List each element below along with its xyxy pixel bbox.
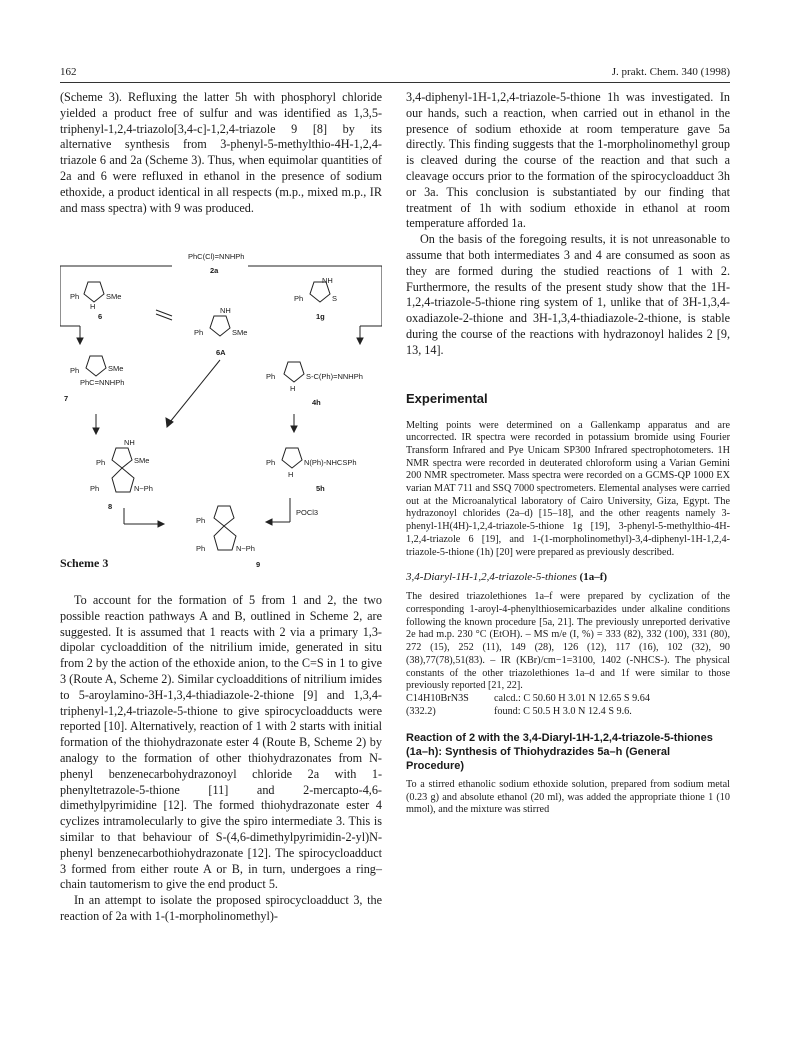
top-reagent-label: PhC(Cl)=NNHPh <box>188 252 245 261</box>
pocl3-reagent: POCl3 <box>296 508 319 517</box>
paragraph-isolation-attempt: In an attempt to isolate the proposed spirocycloadduct 3, the reaction of 2a with 1-(1-morpholinomethyl)- <box>60 893 382 923</box>
c7-sme: SMe <box>108 364 124 373</box>
compound-2a-number: 2a <box>210 266 219 275</box>
c6a-nh: NH <box>220 306 231 315</box>
c8-sme: SMe <box>134 456 150 465</box>
c9-nph: N~Ph <box>236 544 255 553</box>
subsection-1-title-text: 3,4-Diaryl-1H-1,2,4-triazole-5-thiones <box>406 571 577 584</box>
elemental-analysis <box>406 693 730 719</box>
paragraph-1h-investigation: 3,4-diphenyl-1H-1,2,4-triazole-5-thione 1h was investigated. In our hands, such a reaction, when carried out in ethanol in the presence of sodium ethoxide at room temperature gave 5a directly. This finding suggests that the 1-morpholinomethyl group is cleaved during the course of the reaction and that such a cleavage occurs prior to the formation of the spirocycloadduct 3h or 3a. This conclusion is substantiated by our finding that treatment of 1h with sodium ethoxide in ethanol at room temperature afforded 1a. <box>406 90 730 231</box>
experimental-general: Melting points were determined on a Gallenkamp apparatus and are uncorrected. IR spectra were recorded in potassium bromide using Fourier Transform Infrared and Pye Unicam SP300 Infrared spectrophotometers. 1H NMR spectra were recorded in deuterated chloroform using a Varian Gemini 200 NMR spectrometer. Mass spectra were recorded on a GCMS-QP 1000 EX varian MAT 711 and SSQ 7000 spectrometers. Elemental analyses were carried out at the Microanalytical laboratory of Cairo University, Giza, Egypt. The hydrazonoyl chlorides (2a–d) [15–18], and the other reagents namely 3-phenyl-1H(4H)-1,2,4-triazole-5-thione 1g [19], 3-phenyl-5-methylthio-4H-1,2,4-triazole 6 [19], and 1-(1-morpholinomethyl)-3,4-diphenyl-1H-1,2,4-triazole-5-thione (1h) [20] were prepared as previously described. <box>406 419 730 558</box>
analysis-mw: (332.2) <box>406 705 436 717</box>
c1g-s: S <box>332 294 338 303</box>
subsection-reaction-title: Reaction of 2 with the 3,4-Diaryl-1H-1,2,4-triazole-5-thiones (1a–h): Synthesis of Thiohydrazides 5a–h (General Procedure) <box>406 731 713 772</box>
c4h-h: H <box>290 384 296 393</box>
c6a-ph: Ph <box>194 328 204 337</box>
c5h-substituent: N(Ph)-NHCSPh <box>304 458 357 467</box>
c5h-ph: Ph <box>266 458 276 467</box>
c7-ph: Ph <box>70 366 80 375</box>
compound-4h-number: 4h <box>312 398 321 407</box>
paragraph-mechanism: To account for the formation of 5 from 1 and 2, the two possible reaction pathways A and B, outlined in Scheme 2, are suggested. It is assumed that 1 reacts with 2 via a primary 1,3-dipolar cycloaddition of the nitrilium imide, generated in situ from 2 by the action of the ethoxide anion, to the C=S in 1 to give 3 (Route A, Scheme 2). Similar cycloadditions of nitrilium imides to 5-aroylamino-3H-1,3,4-thiadiazole-2-thione [9] and 1,3,4-triphenyl-1,2,4-triazole-5-thione to give spirocycloadducts were reported [10]. Alternatively, reaction of 1 with 2 starts with initial formation of the thiohydrazonate ester 4 (Route B, Scheme 2) by analogy to the formation of other thiohydrazonates from N-phenyl benzenecarbohydrazonoyl chloride 2a with 1-phenyltetrazole-5-thione [11] and 2-mercapto-4,6-dimethylpyrimidine [12]. The formed thiohydrazonate ester 4 cyclizes intramolecularly to give the spiro intermediate 3. This is similar to that behaviour of S-(4,6-dimethylpyrimidin-2-yl)N-phenyl benzenecarbothiohydrazonate [12]. The spirocycloadduct 3 formed from either route A or B, in turn, undergoes a ring–chain tautomerism to give the end product 5. <box>60 593 382 892</box>
paragraph-conclusion: On the basis of the foregoing results, it is not unreasonable to assume that both intermediates 3 and 4 are consumed as soon as they are formed during the studied reactions of 1 with 2. Furthermore, the results of the present study show that the 1H-1,2,4-triazole-5-thione ring system of 1, unlike that of 3H-1,3,4-oxadiazole-2-thione and 3H-1,3,4-thiadiazole-2-thione, is stable during the course of the reactions with hydrazonoyl halides 2 [9, 13, 14]. <box>406 232 730 357</box>
c6-ph: Ph <box>70 292 80 301</box>
c8-ph: Ph <box>96 458 106 467</box>
triazolethiones-procedure: The desired triazolethiones 1a–f were prepared by cyclization of the corresponding 1-aroyl-4-phenylthiosemicarbazides under alkaline conditions following the known procedure [5a, 21]. The previously unreported derivative 2e had m.p. 230 °C (EtOH). – MS m/e (I, %) = 333 (82), 332 (100), 331 (80), 272 (15), 252 (11), 149 (28), 126 (12), 117 (16), 102 (32), 90 (38),77(78),51(83). – IR (KBr)/cm−1=3100, 1402 (-NHCS-). The physical constants of the other triazolethiones 1a–d and 1f were similar to those previously reported [21, 22]. <box>406 591 730 692</box>
c7-substituent: PhC=NNHPh <box>80 378 125 387</box>
c8-ph-2: Ph <box>90 484 100 493</box>
right-column <box>406 90 730 817</box>
c5h-h: H <box>288 470 294 479</box>
scheme-caption: Scheme 3 <box>60 556 109 570</box>
page-number: 162 <box>60 66 77 78</box>
compound-1g-number: 1g <box>316 312 325 321</box>
scheme-3-figure <box>60 252 382 572</box>
header-rule <box>60 82 730 83</box>
c4h-ph: Ph <box>266 372 276 381</box>
compound-6-number: 6 <box>98 312 103 321</box>
analysis-calcd: calcd.: C 50.60 H 3.01 N 12.65 S 9.64 <box>494 692 650 704</box>
compound-7-number: 7 <box>64 394 69 403</box>
c9-ph-2: Ph <box>196 544 206 553</box>
left-column-top <box>60 90 382 216</box>
reaction-procedure: To a stirred ethanolic sodium ethoxide solution, prepared from sodium metal (0.23 g) and absolute ethanol (20 ml), was added the appropriate thione 1 (10 mmol), and the mixture was stirred <box>406 778 730 816</box>
c6-sme: SMe <box>106 292 122 301</box>
c1g-nh: NH <box>322 276 333 285</box>
experimental-heading: Experimental <box>406 390 488 406</box>
subsection-1-tag: (1a–f) <box>579 571 608 584</box>
running-header <box>60 66 730 80</box>
c6-h: H <box>90 302 96 311</box>
paragraph-scheme3-intro: (Scheme 3). Refluxing the latter 5h with phosphoryl chloride yielded a product free of sulfur and was identified as 1,3,5-triphenyl-1,2,4-triazolo[3,4-c]-1,2,4-triazole 9 [8] by its alternative synthesis from 3-phenyl-5-methylthio-4H-1,2,4-triazole 6 and 2a (Scheme 3). Thus, when equimolar quantities of 2a and 6 were refluxed in ethanol in the presence of sodium ethoxide, a product identical in all respects (m.p., mixed m.p., IR and mass spectra) with 9 was produced. <box>60 90 382 215</box>
analysis-found: found: C 50.5 H 3.0 N 12.4 S 9.6. <box>494 705 632 717</box>
compound-5h-number: 5h <box>316 484 325 493</box>
subsection-triazolethiones-title <box>406 571 730 583</box>
c8-nh: NH <box>124 438 135 447</box>
c9-ph: Ph <box>196 516 206 525</box>
c1g-ph: Ph <box>294 294 304 303</box>
compound-6a-number: 6A <box>216 348 226 357</box>
c8-nph: N~Ph <box>134 484 153 493</box>
journal-reference: J. prakt. Chem. 340 (1998) <box>611 66 730 78</box>
left-column-bottom <box>60 593 382 925</box>
c4h-substituent: S-C(Ph)=NNHPh <box>306 372 363 381</box>
compound-8-number: 8 <box>108 502 113 511</box>
compound-9-number: 9 <box>256 560 261 569</box>
c6a-sme: SMe <box>232 328 248 337</box>
analysis-formula: C14H10BrN3S <box>406 692 469 704</box>
